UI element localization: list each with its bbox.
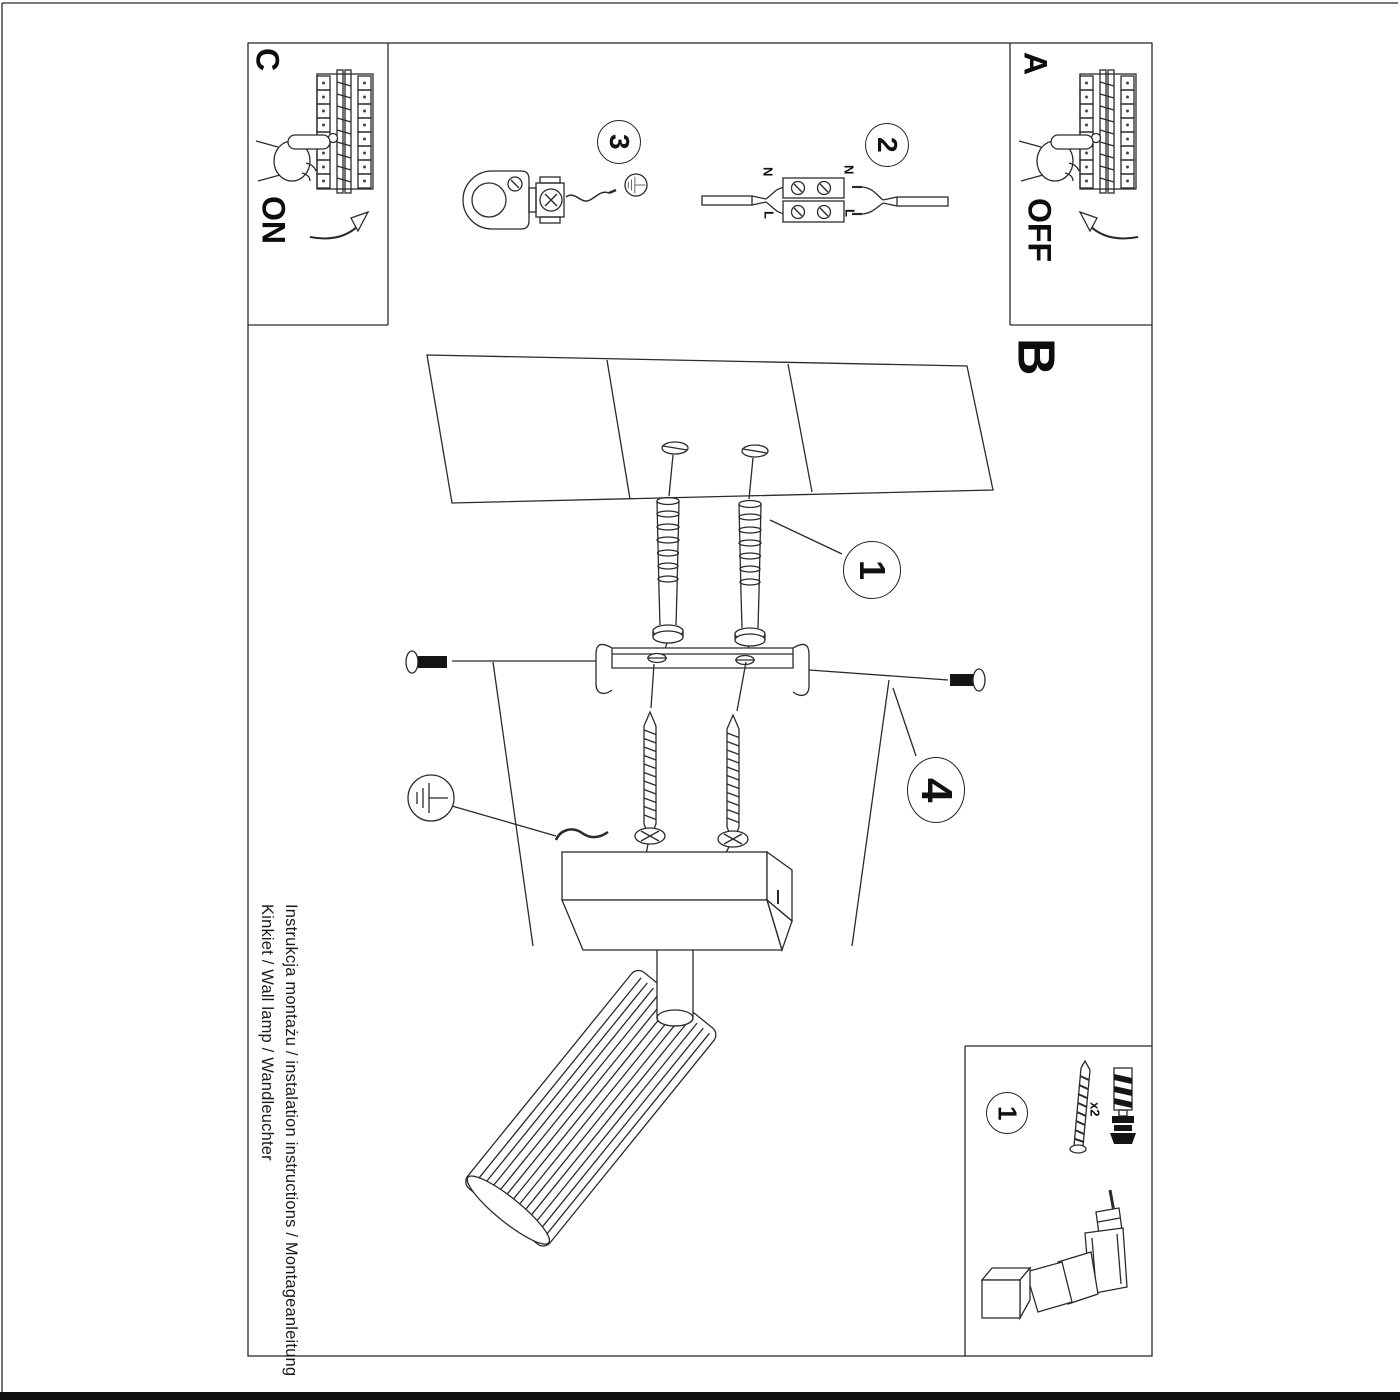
drill-icon xyxy=(982,1190,1127,1318)
parts-screw xyxy=(1070,1061,1090,1153)
lamp-base xyxy=(562,852,792,950)
ground-icon-small xyxy=(625,174,647,196)
mounting-bracket xyxy=(596,644,809,695)
footer-line-2: Kinkiet / Wall lamp / Wandleuchter xyxy=(258,904,276,1161)
arrow-off-icon xyxy=(1080,212,1138,238)
terminal-n-right: N xyxy=(841,165,857,175)
section-c-label: C xyxy=(249,48,286,72)
step-4-badge: 4 xyxy=(907,757,965,823)
main-frame xyxy=(248,43,1152,1356)
breaker-panel-c xyxy=(317,70,373,193)
side-screw-left xyxy=(406,651,596,673)
terminal-l-left: L xyxy=(761,211,777,219)
switch-on-label: ON xyxy=(255,196,292,244)
wall-anchor-2 xyxy=(735,501,765,662)
page-border xyxy=(0,3,1400,1400)
switch-off-label: OFF xyxy=(1021,198,1058,262)
mounting-screw-long-1 xyxy=(635,664,665,876)
footer-text xyxy=(256,904,304,1376)
step-3-badge: 3 xyxy=(597,120,641,164)
leader-step1 xyxy=(770,520,842,554)
arrow-on-icon xyxy=(310,212,368,238)
mounting-screw-long-2 xyxy=(712,662,748,878)
section-a-label: A xyxy=(1017,52,1054,76)
ground-icon-large xyxy=(408,775,556,836)
terminal-l-right: L xyxy=(842,209,858,217)
section-b-label: B xyxy=(1006,338,1065,376)
side-screw-right xyxy=(809,669,985,691)
terminal-block-diagram xyxy=(783,178,844,222)
terminal-n-left: N xyxy=(760,167,776,177)
wall-plate xyxy=(427,355,993,503)
parts-quantity-label: x2 xyxy=(1087,1102,1103,1117)
wall-anchor-1 xyxy=(653,498,683,659)
parts-anchor xyxy=(1110,1068,1136,1144)
cable-left xyxy=(702,187,796,214)
footer-line-1: Instrukcja montażu / instalation instructions / Montageanleitung xyxy=(282,904,300,1377)
base-ground-wire xyxy=(556,829,608,840)
breaker-panel-a xyxy=(1080,70,1136,193)
step-1-badge: 1 xyxy=(843,541,901,599)
canopy-detail xyxy=(463,171,564,229)
cable-right xyxy=(852,187,948,214)
parts-step-badge: 1 xyxy=(986,1092,1028,1134)
ground-wire xyxy=(566,190,616,201)
step-2-badge: 2 xyxy=(865,123,909,167)
